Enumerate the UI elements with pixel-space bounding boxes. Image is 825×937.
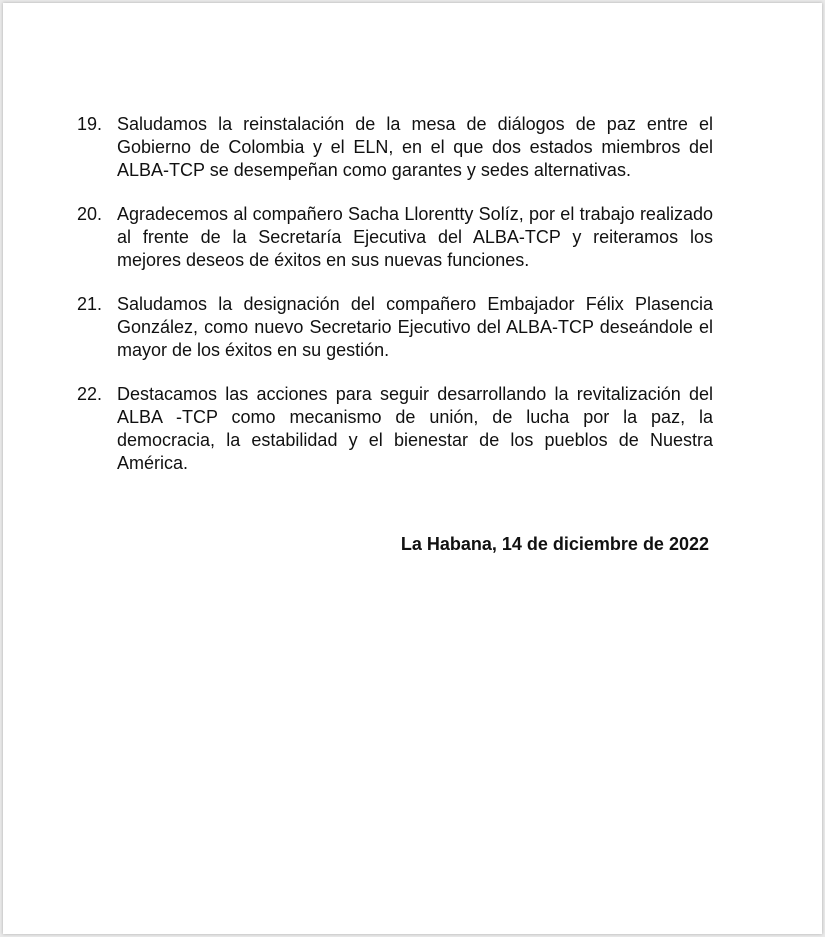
item-text: Destacamos las acciones para seguir desarrollando la revitalización del ALBA -TCP como mecanismo de unión, de lucha por la paz, la democracia, la estabilidad y el bienestar de los pueblos de Nuestra América. xyxy=(117,384,713,473)
list-item xyxy=(77,113,713,182)
list-item xyxy=(77,293,713,362)
numbered-list xyxy=(77,113,713,496)
list-item xyxy=(77,383,713,475)
place-date-signature: La Habana, 14 de diciembre de 2022 xyxy=(400,534,709,554)
item-number: 22. xyxy=(77,384,103,404)
item-text: Saludamos la reinstalación de la mesa de diálogos de paz entre el Gobierno de Colombia y el ELN, en el que dos estados miembros del ALBA-TCP se desempeñan como garantes y sedes alternativas. xyxy=(117,114,713,180)
list-item xyxy=(77,203,713,272)
document-page xyxy=(3,3,822,934)
item-text: Saludamos la designación del compañero Embajador Félix Plasencia González, como nuevo Secretario Ejecutivo del ALBA-TCP deseándole el mayor de los éxitos en su gestión. xyxy=(117,294,713,360)
item-text: Agradecemos al compañero Sacha Llorentty Solíz, por el trabajo realizado al frente de la Secretaría Ejecutiva del ALBA-TCP y reiteramos los mejores deseos de éxitos en sus nuevas funciones. xyxy=(117,204,713,270)
item-number: 21. xyxy=(77,294,103,314)
item-number: 19. xyxy=(77,114,103,134)
item-number: 20. xyxy=(77,204,103,224)
